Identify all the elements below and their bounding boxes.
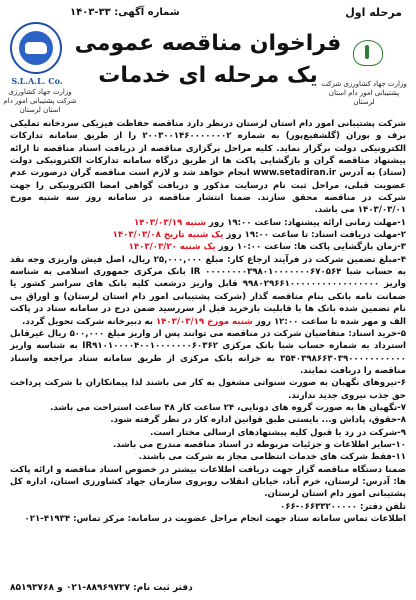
ad-number: شماره آگهی: ۳۳-۱۴۰۳ (70, 7, 180, 18)
notice-body (10, 118, 406, 525)
notice-item-text: ۷-نگهبان ها به صورت گروه های دونایی، ۲۴ ساعت کار ۴۸ ساعت استراحت می باشد. (50, 402, 406, 413)
logo-caption: S.L.A.L. Co. (11, 76, 63, 86)
notice-subtitle: یک مرحله ای خدمات (98, 63, 318, 88)
notice-item (10, 217, 406, 229)
notice-item-text: ۱۱-فقط شرکت های خدمات انتظامی مجاز به شرکت می باشند. (138, 452, 406, 463)
stage-label: مرحله اول (345, 6, 402, 19)
notice-item-text: ۳-زمان بازگشایی پاکت ها: ساعت ۱۰:۰۰ روز (215, 242, 406, 253)
notice-items (10, 217, 406, 526)
notice-item-text: تلفن دفتر: ۰۶۶۳۳۲۰۰۰۰۰-۰۶۶ (280, 501, 406, 512)
notice-item (10, 377, 406, 402)
notice-item-text: ۶-نیروهای نگهبان به صورت سنواتی مشغول به کار می باشند لذا پیمانکاران با شرکت پرداخت حق جذب نیروی جدید ندارند. (10, 378, 406, 401)
ministry-emblem-icon (340, 40, 396, 78)
notice-header (0, 0, 416, 118)
notice-item (10, 427, 406, 439)
notice-item-date: شنبه مورخ ۱۴۰۳/۰۳/۱۹ (155, 316, 253, 327)
notice-item (10, 439, 406, 451)
notice-item (10, 229, 406, 241)
notice-item (10, 414, 406, 426)
notice-item (10, 501, 406, 513)
notice-item (10, 328, 406, 377)
notice-item-text-end: به دبیرخانه شرکت تحویل گردد. (22, 316, 156, 327)
notice-item-date: یک شنبه تاریخ ۱۴۰۳/۰۳/۰۸ (112, 230, 224, 241)
notice-item (10, 451, 406, 463)
notice-item-text: ۵-خرید اسناد: متقاضیان شرکت در مناقصه می توانند پس از واریز مبلغ ۵۰۰,۰۰۰ ریال غیرقابل استرداد به شماره حساب شبا بانک مرکزی IR۹۱۰۱۰۰۰۰۴۰۰۱۰۰۰۰۰۰۰۶۰۳۶۲ به شناسه واریز ۳۵۴۰۳۹۸۶۶۳۰۳۹۰۰۰۰۰۰۰۰۰۰۰ به خزانه بانک مرکزی از طریق سامانه ستاد مراجعه واسناد مناقصه را دریافت نمایند. (10, 328, 406, 376)
logo-left-org: وزارت جهاد کشاورزی شرکت پشتیبانی امور دام استان لرستان (3, 88, 77, 114)
notice-item (10, 241, 406, 253)
notice-item-text: ۱-مهلت زمانی ارائه پیشنهاد: ساعت ۱۹:۰۰ روز (205, 217, 406, 228)
notice-item-text: ۴-مبلغ تضمین شرکت در فرآیند ارجاع کار: مبلغ ۲۵,۰۰۰,۰۰۰ ریال، اصل فیش واریزی وجه نقد به حساب شبا ۰۰۰۰۰۰۰۰۳۹۸۰۱۰۰۰۰۰۰۰۶۷۰۵۶۴ IR بانک مرکزی جمهوری اسلامی به شناسه واریز ۹۹۸۰۲۹۶۶۱۰۰۰۰۰۰۰۰۰۰۰۰۰۰۰۰۰ قابل واریز درشعب کلیه بانک های سراسر کشور یا ضمانت نامه بانکی بنام مناقصه گذار (شرکت پشتیبانی امور دام استان لرستان) و اوراق بی نام تضمین شده بانک ها با قابلیت بازخرید قبل از سررسید ضمن درج در سامانه ستاد در پاکت الف و مهر شده تا ساعت ۱۲:۰۰ روز (10, 254, 406, 327)
notice-item (10, 513, 406, 525)
notice-item-text: اطلاعات تماس سامانه ستاد جهت انجام مراحل عضویت در سامانه: مرکز تماس: ۴۱۹۳۴-۰۲۱ (24, 514, 406, 524)
notice-item-date: یک شنبه ۱۴۰۳/۰۳/۲۰ (128, 242, 216, 253)
notice-title: فراخوان مناقصه عمومی (74, 31, 342, 56)
notice-item-text: ۱۰-سایر اطلاعات و جزئیات مربوطه در اسناد مناقصه مندرج می باشد. (113, 439, 406, 450)
notice-item-text: ۸-حقوق، پاداش و... بایستی طبق قوانین اداره کار در نظر گرفته شود. (110, 415, 406, 426)
notice-item-text: ضمنا دستگاه مناقصه گزار جهت دریافت اطلاعات بیشتر در خصوص اسناد مناقصه و ارائه پاکت ها: آدرس: لرستان، خرم آباد، خیابان انقلاب روبروی سازمان جهاد کشاورزی استان، اداره کل پشتیبانی امور دام استان لرستان. (10, 464, 406, 500)
notice-item (10, 464, 406, 501)
notice-item-date: شنبه ۱۴۰۳/۰۳/۱۹ (133, 217, 206, 228)
ministry-org-name: وزارت جهاد کشاورزی شرکت پشتیبانی امور دام استان لرستان (321, 80, 407, 106)
notice-item (10, 402, 406, 414)
intro-paragraph: شرکت پشتیبانی امور دام استان لرستان درنظر دارد مناقصه حفاظت فیزیکی سردخانه تملیکی برف و بوران (گلشفیع‌پور) به شماره ۲۰۰۳۰۰۱۴۶۰۰۰۰۰۰۰۲ را از طریق سامانه تدارکات الکترونیکی دولت برگزار نماید. کلیه مراحل برگزاری مناقصه از دریافت اسناد مناقصه تا ارائه پیشنهاد مناقصه گران و بازگشایی پاکت ها از طریق درگاه سامانه تدارکات الکترونیکی دولت (ستاد) به آدرس www.setadiran.ir انجام خواهد شد و لازم است مناقصه گران درصورت عدم عضویت قبلی، مراحل ثبت نام درسایت مذکور و دریافت گواهی امضا الکترونیکی را جهت شرکت در مناقصه محقق سازند. ضمنا انتشار مناقصه در سامانه روز سه شنبه مورخ ۱۴۰۳/۰۳/۰۱ می باشد. (10, 119, 406, 216)
notice-item-text: ۹-شرکت در رد یا قبول کلیه پیشنهادهای ارسالی مختار است. (150, 427, 406, 438)
notice-item-text: ۲-مهلت دریافت اسناد: تا ساعت ۱۹:۰۰ روز (223, 230, 406, 241)
contact-line: دفتر ثبت نام: ۸۸۹۶۹۷۳۷-۰۲۱ و ۸۵۱۹۳۷۶۸ (10, 583, 193, 593)
notice-item (10, 254, 406, 328)
